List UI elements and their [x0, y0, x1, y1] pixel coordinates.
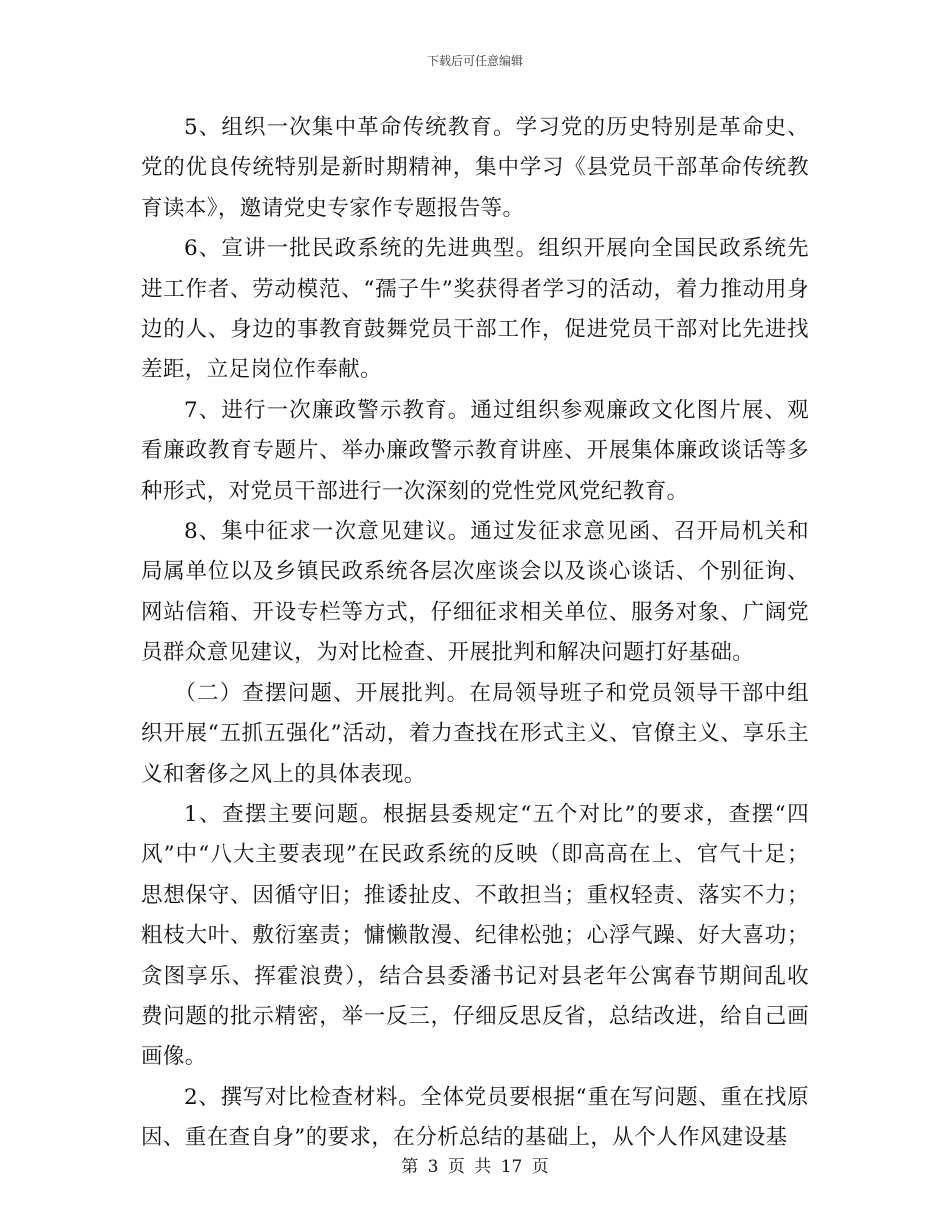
- paragraph-item-1: 1、查摆主要问题。根据县委规定“五个对比”的要求，查摆“四风”中“八大主要表现”在民政系统的反映（即高高在上、官气十足；思想保守、因循守旧；推诿扯皮、不敢担当；重权轻责、落实不力；粗枝大叶、敷衍塞责；慵懒散漫、纪律松弛；心浮气躁、好大喜功；贪图享乐、挥霍浪费），结合县委潘书记对县老年公寓春节期间乱收费问题的批示精密，举一反三，仔细反思反省，总结改进，给自己画画像。: [141, 801, 809, 1070]
- paragraph-item-8: 8、集中征求一次意见建议。通过发征求意见函、召开局机关和局属单位以及乡镇民政系统各层次座谈会以及谈心谈话、个别征询、网站信箱、开设专栏等方式，仔细征求相关单位、服务对象、广阔党员群众意见建议，为对比检查、开展批判和解决问题打好基础。: [141, 519, 809, 666]
- page-number-footer: 第 3 页 共 17 页: [401, 1157, 549, 1177]
- page-header: 下载后可任意编辑: [426, 54, 523, 68]
- paragraph-item-5: 5、组织一次集中革命传统教育。学习党的历史特别是革命史、党的优良传统特别是新时期精神，集中学习《县党员干部革命传统教育读本》，邀请党史专家作专题报告等。: [141, 115, 809, 221]
- paragraph-item-7: 7、进行一次廉政警示教育。通过组织参观廉政文化图片展、观看廉政教育专题片、举办廉政警示教育讲座、开展集体廉政谈话等多种形式，对党员干部进行一次深刻的党性党风党纪教育。: [141, 397, 809, 504]
- paragraph-item-2: 2、撰写对比检查材料。全体党员要根据“重在写问题、重在找原因、重在查自身”的要求，在分析总结的基础上，从个人作风建设基: [141, 1084, 809, 1151]
- section-heading-paragraph: （二）查摆问题、开展批判。在局领导班子和党员领导干部中组织开展“五抓五强化”活动，着力查找在形式主义、官僚主义、享乐主义和奢侈之风上的具体表现。: [141, 680, 809, 787]
- document-body: [141, 108, 809, 1159]
- paragraph-item-6: 6、宣讲一批民政系统的先进典型。组织开展向全国民政系统先进工作者、劳动模范、“孺子牛”奖获得者学习的活动，着力推动用身边的人、身边的事教育鼓舞党员干部工作，促进党员干部对比先进找差距，立足岗位作奉献。: [141, 236, 809, 383]
